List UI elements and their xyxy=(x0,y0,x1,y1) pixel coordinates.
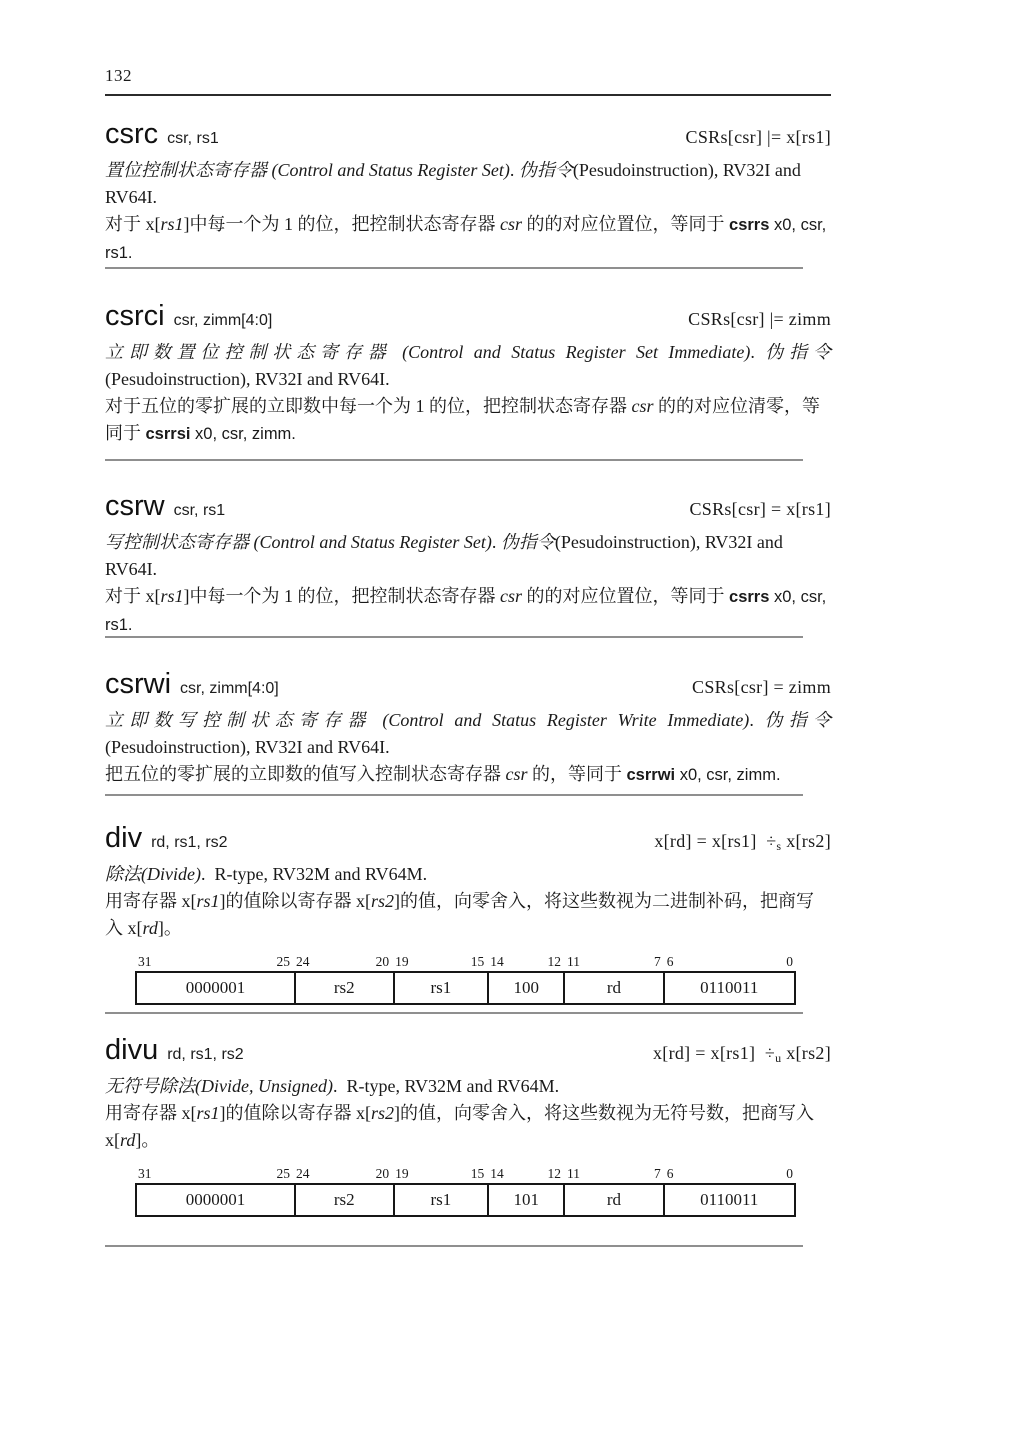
entry-description xyxy=(105,707,831,789)
bit-field-cell: rd xyxy=(563,1185,662,1215)
bit-label: 24 xyxy=(295,954,310,969)
bit-label: 12 xyxy=(547,1166,561,1181)
entry-description xyxy=(105,157,831,267)
bit-label: 11 xyxy=(566,1166,580,1181)
encoding-table xyxy=(135,1166,796,1217)
page-number: 132 xyxy=(105,66,132,85)
bit-field-cell: rs1 xyxy=(393,1185,488,1215)
entry-description xyxy=(105,861,831,942)
bit-label: 6 xyxy=(666,954,674,969)
bit-label: 14 xyxy=(490,954,504,969)
bit-label: 12 xyxy=(547,954,561,969)
description-line: 写控制状态寄存器 (Control and Status Register Set). 伪指令(Pesudoinstruction), RV32I and xyxy=(105,532,783,552)
bit-range-labels xyxy=(135,954,796,971)
instruction-name: csrci xyxy=(105,300,165,332)
description-line: 立即数置位控制状态寄存器 (Control and Status Register Set Immediate). 伪指令 xyxy=(105,342,831,362)
bit-field-cell: 101 xyxy=(487,1185,563,1215)
description-line: 无符号除法(Divide, Unsigned). R-type, RV32M and RV64M. xyxy=(105,1076,560,1096)
instruction-operands: rd, rs1, rs2 xyxy=(167,1046,244,1063)
description-line: 用寄存器 x[rs1]的值除以寄存器 x[rs2]的值，向零舍入，将这些数视为无符号数，把商写入 xyxy=(105,1103,815,1123)
description-line: x[rd]。 xyxy=(105,1130,160,1150)
bit-label: 14 xyxy=(490,1166,504,1181)
bit-range-labels xyxy=(135,1166,796,1183)
bit-label: 19 xyxy=(395,954,409,969)
instruction-name: csrc xyxy=(105,118,159,150)
description-line: 用寄存器 x[rs1]的值除以寄存器 x[rs2]的值，向零舍入，将这些数视为二进制补码，把商写 xyxy=(105,891,815,911)
entry-heading xyxy=(105,490,831,526)
bit-label: 24 xyxy=(295,1166,310,1181)
bit-field-cell: rd xyxy=(563,973,662,1003)
section-divider xyxy=(105,459,803,461)
entry-description xyxy=(105,1073,831,1154)
bit-field-cell: 0110011 xyxy=(663,1185,794,1215)
instruction-formula: x[rd] = x[rs1] ÷u x[rs2] xyxy=(652,1043,831,1065)
instruction-formula: CSRs[csr] = x[rs1] xyxy=(689,499,831,519)
section-divider xyxy=(105,636,803,638)
instruction-operands: csr, zimm[4:0] xyxy=(173,312,273,329)
entry-heading xyxy=(105,118,831,154)
bit-field-cell: rs1 xyxy=(393,973,488,1003)
entry-heading xyxy=(105,1034,831,1070)
description-line: 入 x[rd]。 xyxy=(105,918,182,938)
entry-heading xyxy=(105,822,831,858)
instruction-formula: CSRs[csr] = zimm xyxy=(692,677,831,697)
instruction-name: csrw xyxy=(105,490,165,522)
section-divider xyxy=(105,1245,803,1247)
instruction-operands: rd, rs1, rs2 xyxy=(151,834,228,851)
bit-field-cell: 0000001 xyxy=(185,1190,246,1209)
description-line: 立即数写控制状态寄存器 (Control and Status Register Write Immediate). 伪指令 xyxy=(105,710,832,730)
bit-field-cell: 100 xyxy=(487,973,563,1003)
description-line: (Pesudoinstruction), RV32I and RV64I. xyxy=(105,737,390,757)
instruction-formula: x[rd] = x[rs1] ÷s x[rs2] xyxy=(654,831,831,853)
instruction-operands: csr, zimm[4:0] xyxy=(180,680,279,697)
instruction-entry-csrw xyxy=(105,490,831,639)
description-line: 除法(Divide). R-type, RV32M and RV64M. xyxy=(105,864,428,884)
instruction-entry-div xyxy=(105,822,831,1005)
bit-label: 25 xyxy=(276,954,290,969)
description-line: 对于 x[rs1]中每一个为 1 的位，把控制状态寄存器 csr 的的对应位置位，等同于 csrrs x0, csr, xyxy=(105,214,827,234)
bit-field-row xyxy=(135,971,796,1005)
bit-label: 15 xyxy=(470,1166,485,1181)
instruction-entry-divu xyxy=(105,1034,831,1217)
bit-label: 15 xyxy=(470,954,485,969)
instruction-entry-csrwi xyxy=(105,668,831,789)
instruction-entry-csrc xyxy=(105,118,831,267)
bit-label: 6 xyxy=(666,1166,674,1181)
description-line: 对于五位的零扩展的立即数中每一个为 1 的位，把控制状态寄存器 csr 的的对应位清零，等 xyxy=(105,396,820,416)
description-line: 对于 x[rs1]中每一个为 1 的位，把控制状态寄存器 csr 的的对应位置位，等同于 csrrs x0, csr, xyxy=(105,586,827,606)
bit-label: 11 xyxy=(566,954,580,969)
instruction-operands: csr, rs1 xyxy=(167,130,219,147)
bit-field-cell: 0110011 xyxy=(663,973,794,1003)
entry-heading xyxy=(105,668,831,704)
description-line: 置位控制状态寄存器 (Control and Status Register Set). 伪指令(Pesudoinstruction), RV32I and xyxy=(105,160,801,180)
bit-label: 19 xyxy=(395,1166,409,1181)
bit-label: 7 xyxy=(654,954,661,969)
header-rule xyxy=(105,94,831,96)
description-line: 把五位的零扩展的立即数的值写入控制状态寄存器 csr 的，等同于 csrrwi x0, csr, zimm. xyxy=(105,764,781,784)
bit-label: 0 xyxy=(786,1166,793,1181)
entry-heading xyxy=(105,300,831,336)
bit-label: 31 xyxy=(138,1166,152,1181)
bit-label: 25 xyxy=(276,1166,290,1181)
description-line: RV64I. xyxy=(105,559,158,579)
description-line: (Pesudoinstruction), RV32I and RV64I. xyxy=(105,369,390,389)
instruction-formula: CSRs[csr] |= zimm xyxy=(688,309,831,329)
description-line: 同于 csrrsi x0, csr, zimm. xyxy=(105,423,296,443)
section-divider xyxy=(105,794,803,796)
entry-description xyxy=(105,529,831,639)
section-divider xyxy=(105,1012,803,1014)
description-line: rs1. xyxy=(105,616,133,634)
bit-field-row xyxy=(135,1183,796,1217)
instruction-operands: csr, rs1 xyxy=(173,502,226,519)
bit-label: 7 xyxy=(654,1166,661,1181)
bit-field-cell: rs2 xyxy=(294,973,393,1003)
bit-label: 20 xyxy=(375,1166,390,1181)
bit-field-cell: 0000001 xyxy=(185,978,246,997)
encoding-table xyxy=(135,954,796,1005)
entry-description xyxy=(105,339,831,448)
instruction-formula: CSRs[csr] |= x[rs1] xyxy=(685,127,831,147)
section-divider xyxy=(105,267,803,269)
instruction-entry-csrci xyxy=(105,300,831,448)
bit-label: 31 xyxy=(138,954,152,969)
description-line: rs1. xyxy=(105,244,133,262)
bit-label: 20 xyxy=(375,954,390,969)
bit-label: 0 xyxy=(786,954,793,969)
instruction-name: div xyxy=(105,822,143,854)
instruction-name: csrwi xyxy=(105,668,172,700)
bit-field-cell: rs2 xyxy=(294,1185,393,1215)
description-line: RV64I. xyxy=(105,187,158,207)
instruction-name: divu xyxy=(105,1034,159,1066)
